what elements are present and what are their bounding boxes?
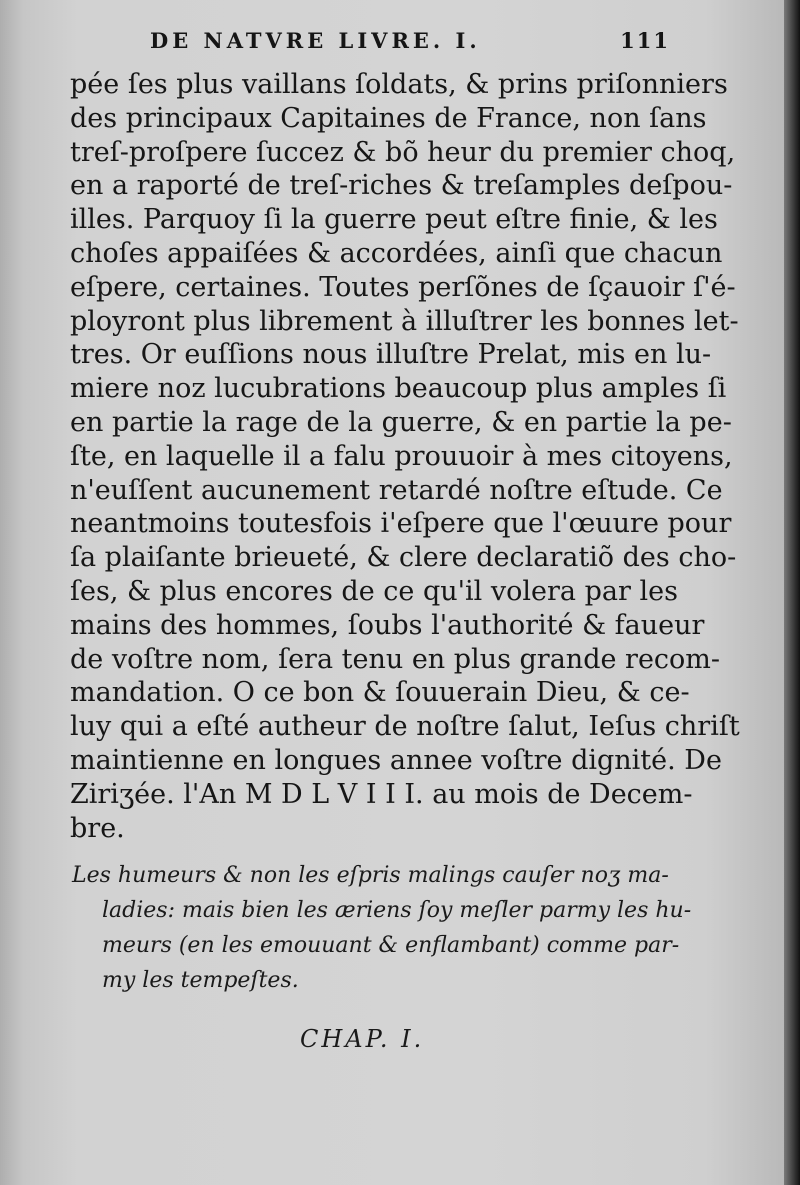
- text-line: ſa plaiſante brieueté, & clere declaratiõ des cho-: [70, 542, 737, 574]
- text-line: illes. Parquoy ſi la guerre peut eſtre finie, & les: [70, 204, 718, 236]
- text-line: luy qui a eſté autheur de noſtre ſalut, Ieſus chriſt: [70, 711, 740, 743]
- summary-line: meurs (en les emouuant & enflambant) comme par-: [102, 933, 680, 958]
- text-line: ployront plus librement à illuſtrer les bonnes let-: [70, 305, 739, 337]
- text-line: neantmoins toutesfois i'eſpere que l'œuure pour: [70, 508, 732, 540]
- page-number: 111: [620, 28, 670, 53]
- text-line: mains des hommes, ſoubs l'authorité & faueur: [70, 609, 705, 641]
- text-line: eſpere, certaines. Toutes perſõnes de ſçauoir ſ'é-: [70, 271, 736, 303]
- text-line: de voſtre nom, ſera tenu en plus grande recom-: [70, 643, 721, 675]
- body-text: [70, 68, 740, 845]
- text-line: tres. Or euſſions nous illuſtre Prelat, mis en lu-: [70, 339, 712, 371]
- text-line: des principaux Capitaines de France, non ſans: [70, 102, 707, 134]
- running-title: DE NATVRE LIVRE. I.: [150, 28, 481, 53]
- text-line: ſte, en laquelle il a falu prouuoir à mes citoyens,: [70, 440, 733, 472]
- summary-line: my les tempeſtes.: [102, 968, 299, 993]
- text-line: bre.: [70, 812, 125, 844]
- text-line: pée ſes plus vaillans ſoldats, & prins priſonniers: [70, 69, 728, 100]
- text-line: n'euſſent aucunement retardé noſtre eſtude. Ce: [70, 474, 723, 506]
- summary-line: Les humeurs & non les eſpris malings cauſer noʒ ma-: [72, 863, 669, 888]
- text-line: en partie la rage de la guerre, & en partie la pe-: [70, 406, 732, 438]
- text-line: en a raporté de treſ-riches & treſamples deſpou-: [70, 170, 733, 202]
- text-line: mandation. O ce bon & ſouuerain Dieu, & ce-: [70, 677, 690, 709]
- text-line: Ziriʒée. l'An M D L V I I I. au mois de Decem-: [70, 778, 693, 810]
- page-header: [150, 28, 690, 64]
- text-line: miere noz lucubrations beaucoup plus amples ſi: [70, 373, 727, 405]
- page-edge-shadow: [784, 0, 800, 1185]
- section-summary: [72, 858, 692, 998]
- text-line: ſes, & plus encores de ce qu'il volera par les: [70, 575, 678, 607]
- chapter-heading: CHAP. I.: [300, 1025, 425, 1053]
- summary-line: ladies: mais bien les æriens ſoy meſler parmy les hu-: [102, 898, 692, 923]
- text-line: maintienne en longues annee voſtre dignité. De: [70, 744, 722, 776]
- text-line: treſ-proſpere ſuccez & bõ heur du premier choq,: [70, 136, 736, 168]
- text-line: choſes appaiſées & accordées, ainſi que chacun: [70, 237, 723, 269]
